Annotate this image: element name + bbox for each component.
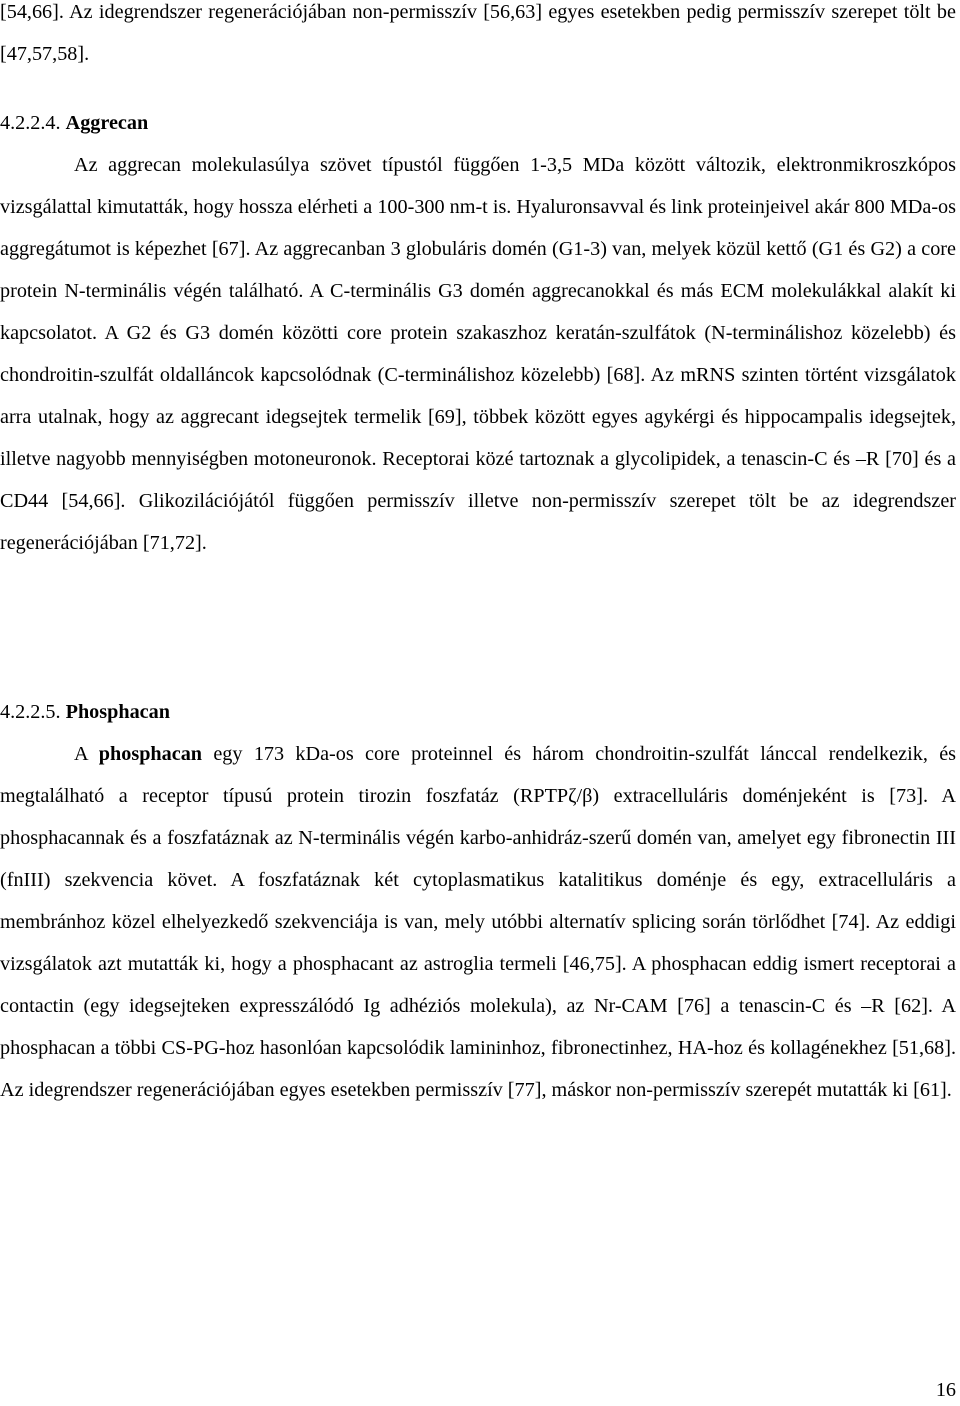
- phosphacan-section-number: 4.2.2.5.: [0, 701, 61, 723]
- page-number: 16: [935, 1379, 956, 1401]
- aggrecan-body: Az aggrecan molekulasúlya szövet típustól függően 1-3,5 MDa között változik, elektronmikroszkópos vizsgálattal kimutatták, hogy hossza elérheti a 100-300 nm-t is. Hyaluronsavval és link proteinjeivel akár 800 MDa-os aggregátumot is képezhet [67]. Az aggrecanban 3 globuláris domén (G1-3) van, melyek közül kettő (G1 és G2) a core protein N-terminális végén található. A C-terminális G3 domén aggrecanokkal és más ECM molekulákkal alakít ki kapcsolatot. A G2 és G3 domén közötti core protein szakaszhoz keratán-szulfátok (N-terminálishoz közelebb) és chondroitin-szulfát oldalláncok kapcsolódnak (C-terminálishoz közelebb) [68]. Az mRNS szinten történt vizsgálatok arra utalnak, hogy az aggrecant idegsejtek termelik [69], többek között egyes agykérgi és hippocampalis idegsejtek, illetve nagyobb mennyiségben motoneuronok. Receptorai közé tartoznak a glycolipidek, a tenascin-C és –R [70] és a CD44 [54,66]. Glikozilációjától függően permisszív illetve non-permisszív szerepet tölt be az idegrendszer regenerációjában [71,72].: [0, 154, 956, 554]
- aggrecan-heading: [0, 102, 148, 144]
- phosphacan-lead-prefix: A: [74, 743, 99, 765]
- phosphacan-body-text: egy 173 kDa-os core proteinnel és három chondroitin-szulfát lánccal rendelkezik, és megtalálható a receptor típusú protein tirozin foszfatáz (RPTPζ/β) extracelluláris doménjeként is [73]. A phosphacannak és a foszfatáznak az N-terminális végén karbo-anhidráz-szerű domén van, amelyet egy fibronectin III (fnIII) szekvencia követ. A foszfatáznak két cytoplasmatikus katalitikus doménje és egy, extracelluláris a membránhoz közel elhelyezkedő szekvenciája is van, mely utóbbi alternatív splicing során törlődhet [74]. Az eddigi vizsgálatok azt mutatták ki, hogy a phosphacant az astroglia termeli [46,75]. A phosphacan eddig ismert receptorai a contactin (egy idegsejteken expresszálódó Ig adhéziós molekula), az Nr-CAM [76] a tenascin-C és –R [62]. A phosphacan a többi CS-PG-hoz hasonlóan kapcsolódik lamininhoz, fibronectinhez, HA-hoz és kollagénekhez [51,68]. Az idegrendszer regenerációjában egyes esetekben permisszív [77], máskor non-permisszív szerepét mutatták ki [61].: [0, 743, 957, 1101]
- phosphacan-lead-bold: phosphacan: [98, 743, 203, 765]
- phosphacan-section-title: Phosphacan: [65, 701, 170, 723]
- aggrecan-section-number: 4.2.2.4.: [0, 112, 61, 134]
- phosphacan-body: [0, 733, 956, 1111]
- top-paragraph: [54,66]. Az idegrendszer regenerációjában non-permisszív [56,63] egyes esetekben pedig permisszív szerepet tölt be [47,57,58].: [0, 1, 956, 65]
- aggrecan-section-title: Aggrecan: [65, 112, 149, 134]
- phosphacan-heading: [0, 691, 170, 733]
